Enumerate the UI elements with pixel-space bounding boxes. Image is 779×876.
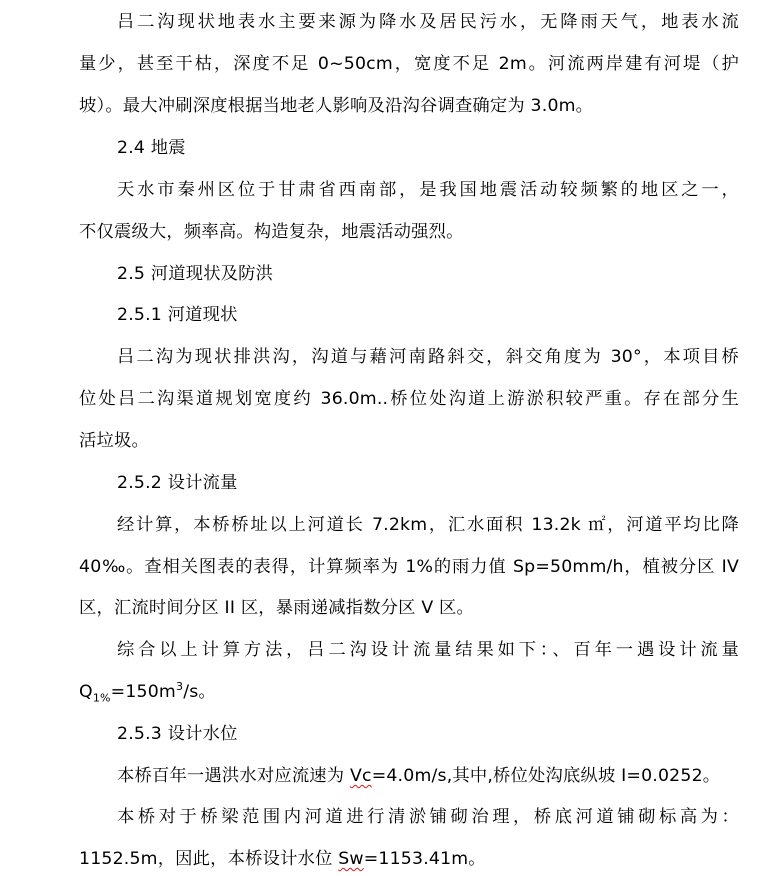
spellcheck-word: Sw	[338, 849, 364, 869]
paragraph-line: 位处吕二沟渠道规划宽度约 36.0m..桥位处沟道上游淤积较严重。存在部分生	[79, 389, 739, 409]
spellcheck-word: Vc	[349, 766, 372, 786]
paragraph-line: 量少，甚至干枯，深度不足 0~50cm，宽度不足 2m。河流两岸建有河堤（护	[79, 54, 739, 74]
subsection-heading: 2.5.2 设计流量	[117, 473, 238, 493]
paragraph-line: 本桥对于桥梁范围内河道进行清淤铺砌治理，桥底河道铺砌标高为：	[117, 807, 739, 827]
formula-line	[79, 681, 739, 703]
section-heading: 2.4 地震	[117, 138, 186, 158]
paragraph-line: 区，汇流时间分区 II 区，暴雨递减指数分区 V 区。	[79, 598, 475, 618]
text-run: 1152.5m，因此，本桥设计水位	[79, 849, 339, 869]
paragraph-line: 经计算，本桥桥址以上河道长 7.2km，汇水面积 13.2k ㎡，河道平均比降	[117, 515, 739, 535]
subsection-heading: 2.5.3 设计水位	[117, 724, 238, 744]
paragraph-line: 坡）。最大冲刷深度根据当地老人影响及沿沟谷调查确定为 3.0m。	[79, 96, 594, 116]
flow-unit: /s。	[183, 682, 216, 702]
paragraph-line: 吕二沟为现状排洪沟，沟道与藉河南路斜交，斜交角度为 30°，本项目桥	[117, 347, 739, 367]
flow-superscript: 3	[175, 680, 184, 694]
paragraph-line	[117, 765, 739, 787]
text-run: 本桥百年一遇洪水对应流速为	[117, 766, 350, 786]
flow-symbol: Q	[79, 682, 93, 702]
paragraph-line: 活垃圾。	[79, 431, 149, 451]
paragraph-line: 40‰。查相关图表的表得，计算频率为 1%的雨力值 Sp=50mm/h，植被分区 IV	[79, 557, 739, 577]
paragraph-line: 吕二沟现状地表水主要来源为降水及居民污水，无降雨天气，地表水流	[117, 12, 739, 32]
paragraph-line: 天水市秦州区位于甘肃省西南部，是我国地震活动较频繁的地区之一，	[117, 180, 739, 200]
flow-subscript: 1%	[92, 691, 111, 705]
text-run: =1153.41m。	[363, 849, 486, 869]
paragraph-line: 综合以上计算方法，吕二沟设计流量结果如下：、百年一遇设计流量	[117, 640, 739, 660]
flow-value: =150m	[110, 682, 176, 702]
text-run: =4.0m/s,其中,桥位处沟底纵坡 I=0.0252。	[371, 766, 721, 786]
subsection-heading: 2.5.1 河道现状	[117, 305, 238, 325]
paragraph-line	[79, 848, 739, 870]
paragraph-line: 不仅震级大，频率高。构造复杂，地震活动强烈。	[79, 222, 464, 242]
section-heading: 2.5 河道现状及防洪	[117, 264, 274, 284]
